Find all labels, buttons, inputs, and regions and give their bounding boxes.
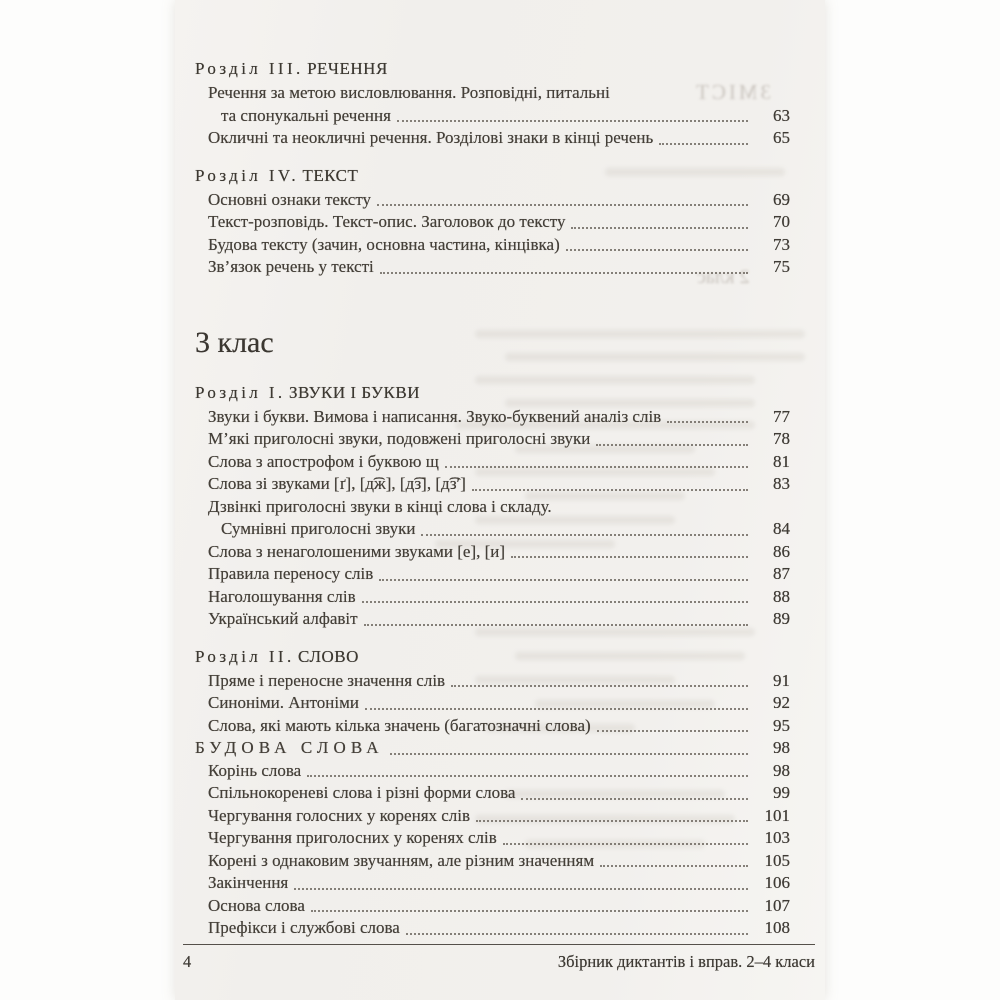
dot-leader — [379, 579, 748, 581]
toc-entry — [195, 760, 790, 783]
chapter-heading — [195, 645, 790, 669]
toc-entry-page: 69 — [773, 189, 790, 209]
chapter-label: Розділ II. — [195, 646, 295, 666]
toc-entry-page: 99 — [773, 783, 790, 802]
chapter-heading — [195, 57, 790, 81]
toc-entry-line: Речення за метою висловлювання. Розповідні, питальні — [208, 83, 610, 102]
chapter-title: СЛОВО — [298, 646, 359, 666]
toc-entry — [195, 563, 790, 586]
toc-entry-label: Правила переносу слів — [208, 564, 374, 583]
toc-entry-page: 95 — [773, 715, 790, 735]
toc-entry — [195, 782, 790, 805]
toc-entry — [195, 428, 790, 451]
toc-entry — [195, 189, 790, 212]
toc-entry-page: 98 — [773, 760, 790, 780]
dot-leader — [472, 489, 748, 491]
toc-entry — [195, 518, 790, 541]
toc-entry-page: 107 — [764, 895, 790, 915]
chapter-title: ЗВУКИ І БУКВИ — [288, 382, 421, 402]
toc-entry-page: 105 — [764, 850, 790, 870]
toc-entry — [195, 827, 790, 850]
chapter-title: РЕЧЕННЯ — [307, 59, 388, 78]
toc-entry — [195, 105, 790, 128]
dot-leader — [600, 865, 748, 867]
toc-entry — [195, 715, 790, 738]
dot-leader — [566, 249, 748, 251]
toc-entry-page: 91 — [773, 670, 790, 690]
ghost-grade-heading: 2 клас — [697, 266, 750, 288]
dot-leader — [307, 775, 748, 777]
toc-entry-label: Чергування приголосних у коренях слів — [208, 828, 497, 847]
toc-entry-page: 86 — [773, 541, 790, 561]
toc-entry-label: Закінчення — [208, 873, 289, 892]
dot-leader — [667, 421, 748, 423]
footer-divider — [183, 944, 815, 945]
toc-entry-page: 106 — [764, 873, 790, 892]
chapter-title: ТЕКСТ — [302, 165, 359, 185]
book-title: Збірник диктантів і вправ. 2–4 класи — [557, 952, 815, 971]
toc-entry — [195, 211, 790, 234]
toc-entry-page: 98 — [773, 738, 790, 757]
dot-leader — [503, 843, 748, 845]
toc-entry-label: Звуки і букви. Вимова і написання. Звуко-буквений аналіз слів — [208, 406, 662, 426]
dot-leader — [476, 820, 748, 822]
toc-entry-page: 92 — [773, 693, 790, 712]
toc-entry-label: Основа слова — [208, 895, 305, 915]
dot-leader — [365, 708, 748, 710]
toc-entry-line: Дзвінкі приголосні звуки в кінці слова і складу. — [208, 496, 552, 516]
toc-entry-page: 83 — [773, 474, 790, 493]
toc-entry-page: 77 — [773, 406, 790, 426]
dot-leader — [596, 444, 748, 446]
toc-entry — [195, 670, 790, 693]
toc-entry-label: Корені з однаковим звучанням, але різним значенням — [208, 850, 595, 870]
toc-entry — [195, 234, 790, 257]
toc-entry — [195, 917, 790, 940]
toc-entry-label: Слова зі звуками [ґ], [д͡ж], [д͡з], [д͡з′] — [208, 474, 466, 493]
toc-section — [195, 57, 790, 150]
toc-entry — [195, 805, 790, 828]
dot-leader — [311, 910, 748, 912]
toc-entry-page: 101 — [764, 805, 790, 825]
toc-entry — [195, 451, 790, 474]
toc-entry-label: Сумнівні приголосні звуки — [221, 519, 416, 538]
dot-leader — [377, 204, 748, 206]
dot-leader — [445, 466, 748, 468]
toc-entry-page: 63 — [773, 105, 790, 125]
toc-entry-label: Чергування голосних у коренях слів — [208, 805, 471, 825]
toc-entry — [195, 895, 790, 918]
toc-entry — [195, 541, 790, 564]
toc-entry-page: 73 — [773, 234, 790, 254]
grade-heading: 3 клас — [195, 325, 274, 359]
toc-entry-page: 70 — [773, 212, 790, 231]
dot-leader — [597, 730, 748, 732]
toc-entry-label: Синоніми. Антоніми — [208, 693, 359, 712]
toc-entry-page: 89 — [773, 609, 790, 628]
dot-leader — [390, 753, 748, 755]
toc-entry-page: 65 — [773, 128, 790, 147]
dot-leader — [362, 601, 748, 603]
dot-leader — [521, 798, 748, 800]
toc-entry-label: Зв’язок речень у тексті — [208, 257, 374, 276]
chapter-label: Розділ IV. — [195, 165, 300, 185]
toc-entry-label: Пряме і переносне значення слів — [208, 670, 446, 690]
chapter-label: Розділ III. — [195, 59, 304, 78]
book-page — [175, 0, 825, 1000]
page-number: 4 — [183, 952, 192, 971]
toc-entry-label: Префікси і службові слова — [208, 918, 400, 937]
dot-leader — [397, 120, 748, 122]
toc-entry-label: М’які приголосні звуки, подовжені приголосні звуки — [208, 429, 591, 448]
toc-entry-page: 81 — [773, 451, 790, 471]
toc-entry — [195, 692, 790, 715]
toc-entry-label: та спонукальні речення — [221, 105, 391, 125]
toc-entry — [195, 850, 790, 873]
toc-entry-label: Наголошування слів — [208, 586, 356, 606]
dot-leader — [364, 624, 748, 626]
toc-entry-label: БУДОВА СЛОВА — [195, 738, 384, 757]
toc-entry — [195, 737, 790, 760]
dot-leader — [294, 888, 748, 890]
toc-entry-page: 87 — [773, 564, 790, 583]
toc-entry-page: 75 — [773, 257, 790, 276]
toc-entry-label: Спільнокореневі слова і різні форми слова — [208, 783, 516, 802]
toc-entry-label: Будова тексту (зачин, основна частина, кінцівка) — [208, 234, 560, 254]
toc-entry-label: Слова, які мають кілька значень (багатозначні слова) — [208, 715, 591, 735]
toc-entry — [195, 608, 790, 631]
toc-entry-page: 78 — [773, 429, 790, 448]
dot-leader — [659, 143, 748, 145]
chapter-label: Розділ I. — [195, 382, 286, 402]
page-footer — [183, 944, 815, 972]
toc-entry — [195, 256, 790, 279]
toc-entry-page: 84 — [773, 519, 790, 538]
dot-leader — [511, 556, 748, 558]
toc-entry-label: Український алфавіт — [208, 609, 358, 628]
chapter-heading — [195, 164, 790, 188]
dot-leader — [380, 272, 748, 274]
toc-entry-label: Слова з ненаголошеними звуками [е], [и] — [208, 541, 506, 561]
table-of-contents — [195, 0, 790, 954]
toc-entry — [195, 127, 790, 150]
toc-entry-label: Основні ознаки тексту — [208, 189, 372, 209]
toc-entry — [195, 473, 790, 496]
toc-section — [195, 645, 790, 940]
dot-leader — [451, 685, 748, 687]
dot-leader — [421, 534, 748, 536]
toc-entry-page: 103 — [764, 828, 790, 847]
chapter-heading — [195, 381, 790, 405]
toc-entry-label: Текст-розповідь. Текст-опис. Заголовок до тексту — [208, 212, 566, 231]
dot-leader — [571, 227, 748, 229]
toc-entry-page: 88 — [773, 586, 790, 606]
toc-entry-page: 108 — [764, 918, 790, 937]
toc-entry-label: Слова з апострофом і буквою щ — [208, 451, 439, 471]
toc-section — [195, 381, 790, 631]
toc-entry — [195, 872, 790, 895]
toc-entry-label: Окличні та неокличні речення. Розділові знаки в кінці речень — [208, 128, 654, 147]
toc-entry-label: Корінь слова — [208, 760, 302, 780]
dot-leader — [406, 933, 748, 935]
toc-entry — [195, 586, 790, 609]
ghost-contents-title: ЗМІСТ — [693, 80, 772, 104]
toc-section — [195, 164, 790, 279]
toc-entry — [195, 406, 790, 429]
